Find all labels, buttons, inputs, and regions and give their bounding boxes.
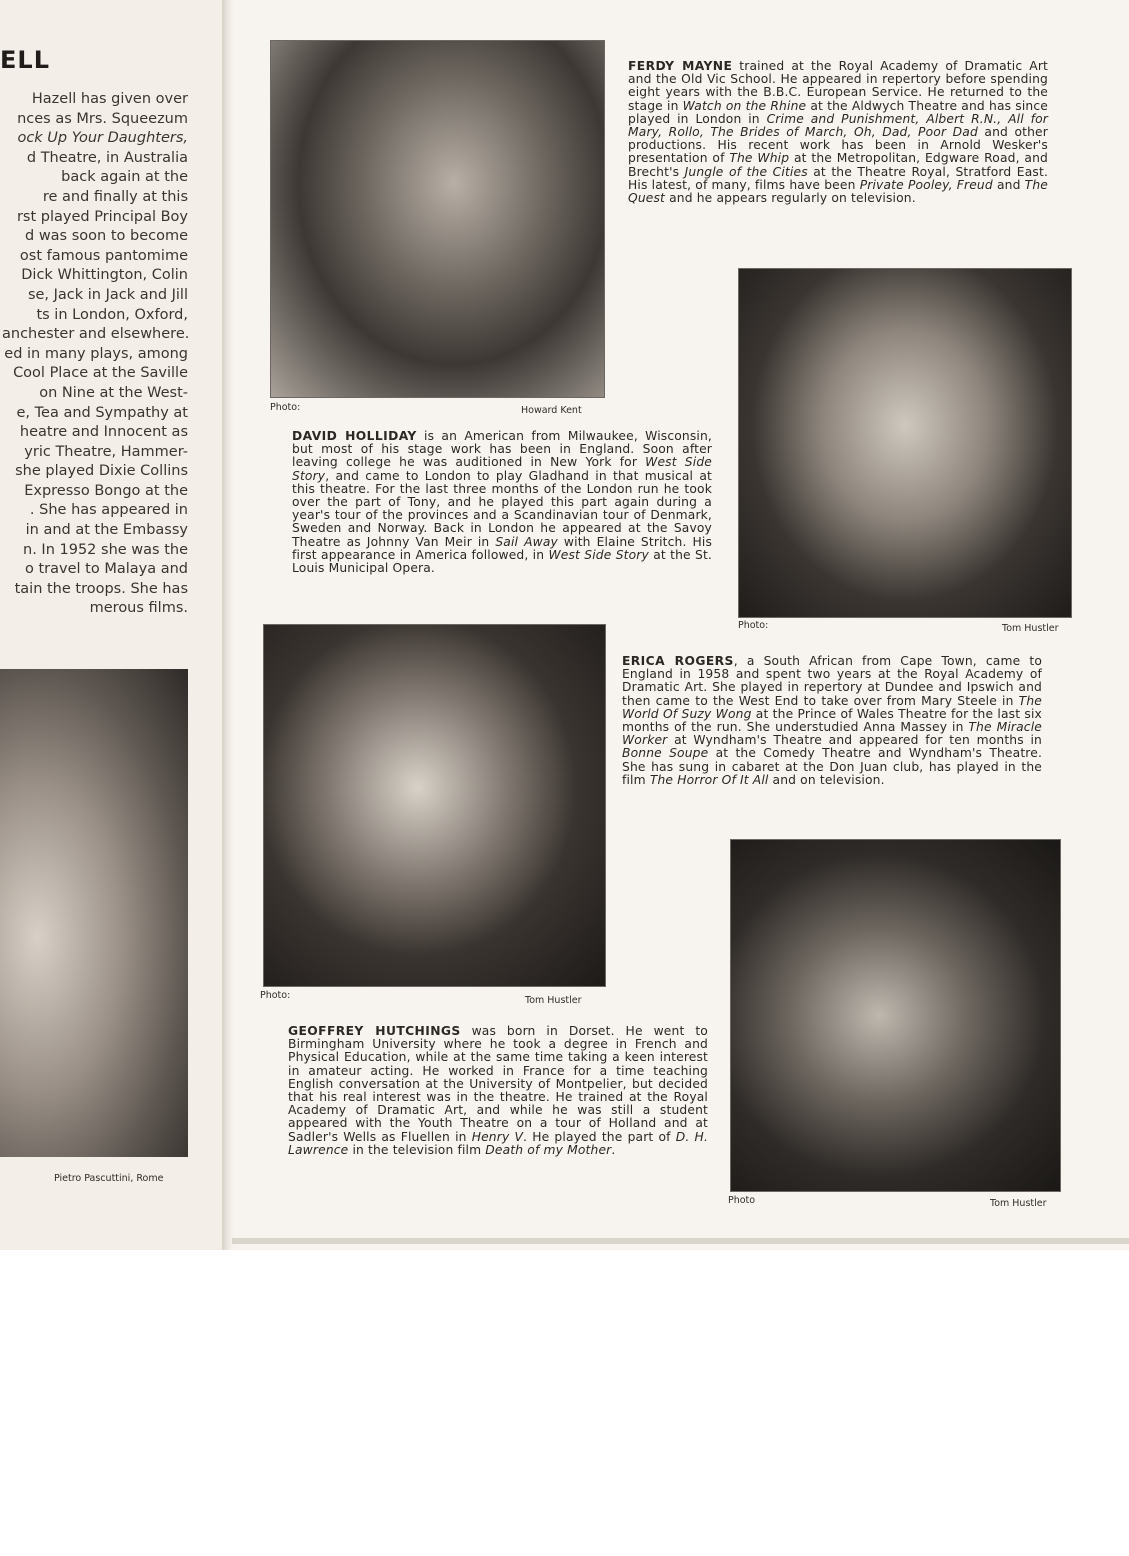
bio-title: Private Pooley, Freud <box>859 177 993 192</box>
bio-text: and <box>992 177 1025 192</box>
bio-text: at the Prince of Wales Theatre for the last six months of the run. She understudied Anna Massey in <box>622 706 1042 735</box>
bio-text: was born in Dorset. He went to Birmingham University where he took a degree in French and Physical Education, while at the same time taking a keen interest in amateur acting. He worked in France for a time teaching English conversation at the University of Montpelier, but decided that his real interest was in the theatre. He trained at the Royal Academy of Dramatic Art, and while he was still a student appeared with the Youth Theatre on a tour of Holland and at Sadler's Wells as Fluellen in <box>288 1024 708 1144</box>
actor-name: DAVID HOLLIDAY <box>292 429 417 443</box>
bio-line: Hazell has given over <box>31 91 188 107</box>
geoffrey-hutchings-photo <box>730 839 1061 1192</box>
bio-text: at the Aldwych Theatre and has since played in London in <box>628 98 1048 126</box>
bio-title: Sail Away <box>495 534 558 549</box>
bio-text: is an American from Milwaukee, Wisconsin, but most of his stage work has been in England. Soon after leaving college he was auditioned in New York for <box>292 429 712 470</box>
bio-text: at Wyndham's Theatre and appeared for ten months in <box>667 733 1042 748</box>
bio-text: trained at the Royal Academy of Dramatic Art and the Old Vic School. He appeared in repertory before spending eight years with the B.B.C. European Service. He returned to the stage in <box>628 59 1048 113</box>
bio-text: at the Theatre Royal, Stratford East. His latest, of many, films have been <box>628 164 1049 192</box>
left-page-title: ELL <box>0 46 50 74</box>
bio-line: d Theatre, in Australia <box>26 149 188 166</box>
bio-text: at the Comedy Theatre and Wyndham's Theatre. She has sung in cabaret at the Don Juan club, has played in the film <box>622 746 1043 787</box>
bio-title: Death of my Mother <box>485 1142 612 1157</box>
bio-title: West Side Story <box>548 547 649 562</box>
bio-title: D. H. Lawrence <box>288 1129 709 1157</box>
bio-line: yric Theatre, Hammer- <box>24 443 188 460</box>
bio-line: e, Tea and Sympathy at <box>16 404 188 421</box>
bio-title: The Miracle Worker <box>622 720 1042 748</box>
bio-text: at the Metropolitan, Edgware Road, and Brecht's <box>628 151 1049 179</box>
bio-line: back again at the <box>61 169 188 186</box>
bio-title: The Whip <box>729 151 790 166</box>
actor-name: ERICA ROGERS <box>622 654 734 668</box>
bio-title: West Side Story <box>292 455 712 483</box>
bio-title: Henry V <box>471 1129 524 1144</box>
bio-line: Dick Whittington, Colin <box>21 267 188 284</box>
ferdy-mayne-bio <box>628 60 1048 205</box>
bio-line: nces as Mrs. Squeezum <box>17 110 188 127</box>
bio-title: Bonne Soupe <box>622 746 709 761</box>
bio-line: Expresso Bongo at the <box>24 482 188 499</box>
bio-text: . <box>611 1142 616 1157</box>
bio-title: The Horror Of It All <box>649 772 769 787</box>
left-portrait-photo <box>0 669 188 1157</box>
david-holliday-bio <box>292 430 712 575</box>
geoffrey-hutchings-bio <box>288 1025 708 1157</box>
actor-name: FERDY MAYNE <box>628 59 733 73</box>
bio-line: tain the troops. She has <box>14 580 188 597</box>
bio-title: The Quest <box>628 177 1048 206</box>
photographer-credit: Howard Kent <box>521 405 582 416</box>
bio-line: Cool Place at the Saville <box>13 365 188 382</box>
photo-label: Photo: <box>270 402 301 413</box>
photo-label: Photo: <box>738 620 769 631</box>
bio-line: heatre and Innocent as <box>19 424 188 441</box>
bio-line: ock Up Your Daughters, <box>17 130 188 147</box>
left-page-bio <box>2 90 188 619</box>
bio-line: anchester and elsewhere. <box>2 326 190 343</box>
photographer-credit: Tom Hustler <box>1002 623 1059 634</box>
bio-text: and on television. <box>768 772 885 787</box>
bio-line: n. In 1952 she was the <box>23 541 188 558</box>
page-bottom-edge <box>232 1238 1129 1244</box>
photographer-credit: Tom Hustler <box>525 995 582 1006</box>
bio-title: Jungle of the Cities <box>684 164 808 179</box>
erica-rogers-photo <box>263 624 606 987</box>
bio-text: with Elaine Stritch. His first appearance in America followed, in <box>292 534 712 562</box>
bio-title: The World Of Suzy Wong <box>622 693 1042 721</box>
bio-line: d was soon to become <box>25 228 188 245</box>
bio-line: o travel to Malaya and <box>25 561 188 578</box>
bio-title: Watch on the Rhine <box>682 98 807 113</box>
left-photo-credit: Pietro Pascuttini, Rome <box>54 1173 164 1184</box>
ferdy-mayne-photo <box>270 40 605 398</box>
actor-name: GEOFFREY HUTCHINGS <box>288 1024 461 1038</box>
bio-text: and other productions. His recent work has been in Arnold Wesker's presentation of <box>628 125 1048 166</box>
bio-line: ost famous pantomime <box>19 247 188 264</box>
bio-text: , a South African from Cape Town, came to England in 1958 and spent two years at the Royal Academy of Dramatic Art. She played in repertory at Dundee and Ipswich and then came to the West End to take over from Mary Steele in <box>622 654 1042 708</box>
bio-line: ed in many plays, among <box>4 345 188 362</box>
photographer-credit: Tom Hustler <box>990 1198 1047 1209</box>
bio-line: she played Dixie Collins <box>15 463 188 480</box>
bio-line: on Nine at the West- <box>39 384 188 401</box>
erica-rogers-bio <box>622 655 1042 787</box>
photo-label: Photo <box>728 1195 756 1206</box>
bio-line: merous films. <box>89 600 188 617</box>
bio-text: and he appears regularly on television. <box>665 191 916 206</box>
bio-line: ts in London, Oxford, <box>36 306 188 323</box>
bio-line: in and at the Embassy <box>25 522 188 539</box>
page-gutter <box>222 0 234 1250</box>
bio-line: . She has appeared in <box>29 502 188 519</box>
bio-text: in the television film <box>348 1142 486 1157</box>
bio-line: re and finally at this <box>42 188 188 205</box>
bio-text: . He played the part of <box>523 1129 676 1144</box>
bio-title: Crime and Punishment, Albert R.N., All for Mary, Rollo, The Brides of March, Oh, Dad, Poor Dad <box>628 111 1048 140</box>
david-holliday-photo <box>738 268 1072 618</box>
bio-text: at the St. Louis Municipal Opera. <box>292 547 712 576</box>
bio-line: se, Jack in Jack and Jill <box>27 286 188 303</box>
photo-label: Photo: <box>260 990 291 1001</box>
bio-line: rst played Principal Boy <box>16 208 188 225</box>
bio-text: , and came to London to play Gladhand in that musical at this theatre. For the last three months of the London run he took over the part of Tony, and he played this part again during a year's tour of the provinces and a Scandinavian tour of Denmark, Sweden and Norway. Back in London he appeared at the Savoy Theatre as Johnny Van Meir in <box>292 468 712 549</box>
